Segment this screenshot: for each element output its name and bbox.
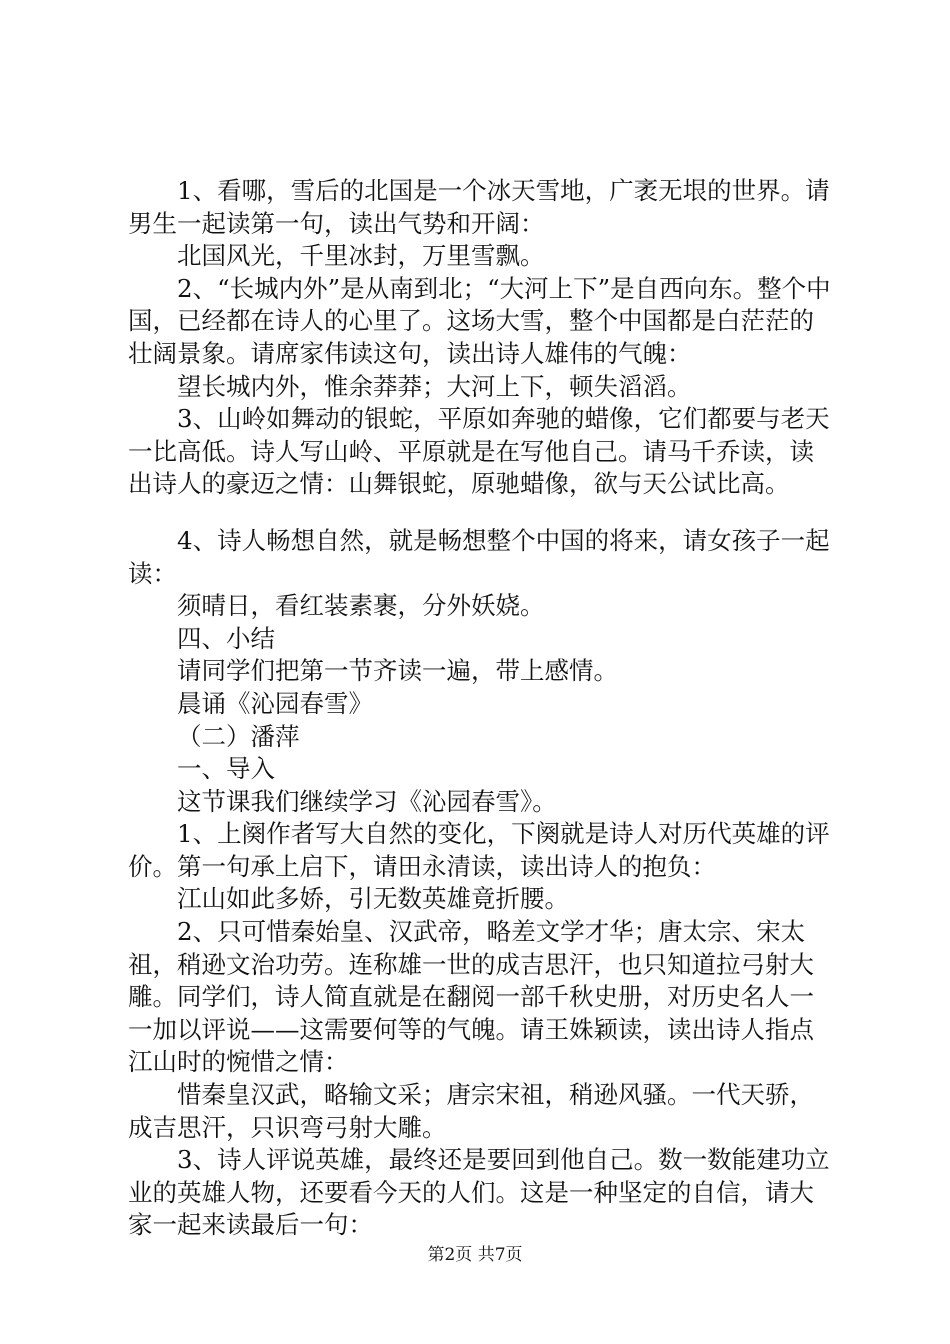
paragraph-spacer	[128, 501, 838, 525]
section-heading-intro: 一、导入	[177, 754, 275, 784]
paragraph-7: 3、诗人评说英雄，最终还是要回到他自己。数一数能建功立业的英雄人物，还要看今天的人们。这是一种坚定的自信，请大家一起来读最后一句：	[128, 1145, 830, 1240]
paragraph-summary: 请同学们把第一节齐读一遍，带上感情。	[177, 656, 618, 686]
document-body	[128, 175, 838, 1242]
page-number-footer: 第2页 共7页	[427, 1245, 523, 1265]
paragraph-2: 2、“长城内外”是从南到北；“大河上下”是自西向东。整个中国，已经都在诗人的心里了。这场大雪，整个中国都是白茫茫的壮阔景象。请席家伟读这句，读出诗人雄伟的气魄：	[128, 273, 831, 368]
paragraph-6: 2、只可惜秦始皇、汉武帝，略差文学才华；唐太宗、宋太祖，稍逊文治功劳。连称雄一世的成吉思汗，也只知道拉弓射大雕。同学们，诗人简直就是在翻阅一部千秋史册，对历史名人一一加以评说——这需要何等的气魄。请王姝颖读，读出诗人指点江山时的惋惜之情：	[128, 917, 814, 1077]
poem-line-1: 北国风光，千里冰封，万里雪飘。	[177, 241, 545, 271]
author-line: （二）潘萍	[177, 721, 300, 751]
poem-line-2: 望长城内外，惟余莽莽；大河上下，顿失滔滔。	[177, 371, 692, 401]
poem-line-4: 江山如此多娇，引无数英雄竟折腰。	[177, 884, 569, 914]
poem-line-5: 惜秦皇汉武，略输文采；唐宗宋祖，稍逊风骚。一代天骄，成吉思汗，只识弯弓射大雕。	[128, 1080, 814, 1142]
paragraph-1: 1、看哪，雪后的北国是一个冰天雪地，广袤无垠的世界。请男生一起读第一句，读出气势和开阔：	[128, 176, 830, 238]
paragraph-intro: 这节课我们继续学习《沁园春雪》。	[177, 786, 557, 816]
morning-reading-title: 晨诵《沁园春雪》	[177, 688, 373, 718]
paragraph-3: 3、山岭如舞动的银蛇，平原如奔驰的蜡像，它们都要与老天一比高低。诗人写山岭、平原就是在写他自己。请马千乔读，读出诗人的豪迈之情：山舞银蛇，原驰蜡像，欲与天公试比高。	[128, 404, 830, 499]
paragraph-5: 1、上阕作者写大自然的变化，下阕就是诗人对历代英雄的评价。第一句承上启下，请田永清读，读出诗人的抱负：	[128, 819, 830, 881]
paragraph-4: 4、诗人畅想自然，就是畅想整个中国的将来，请女孩子一起读：	[128, 525, 830, 588]
poem-line-3: 须晴日，看红装素裹，分外妖娆。	[177, 591, 545, 621]
section-heading-summary: 四、小结	[177, 623, 275, 653]
